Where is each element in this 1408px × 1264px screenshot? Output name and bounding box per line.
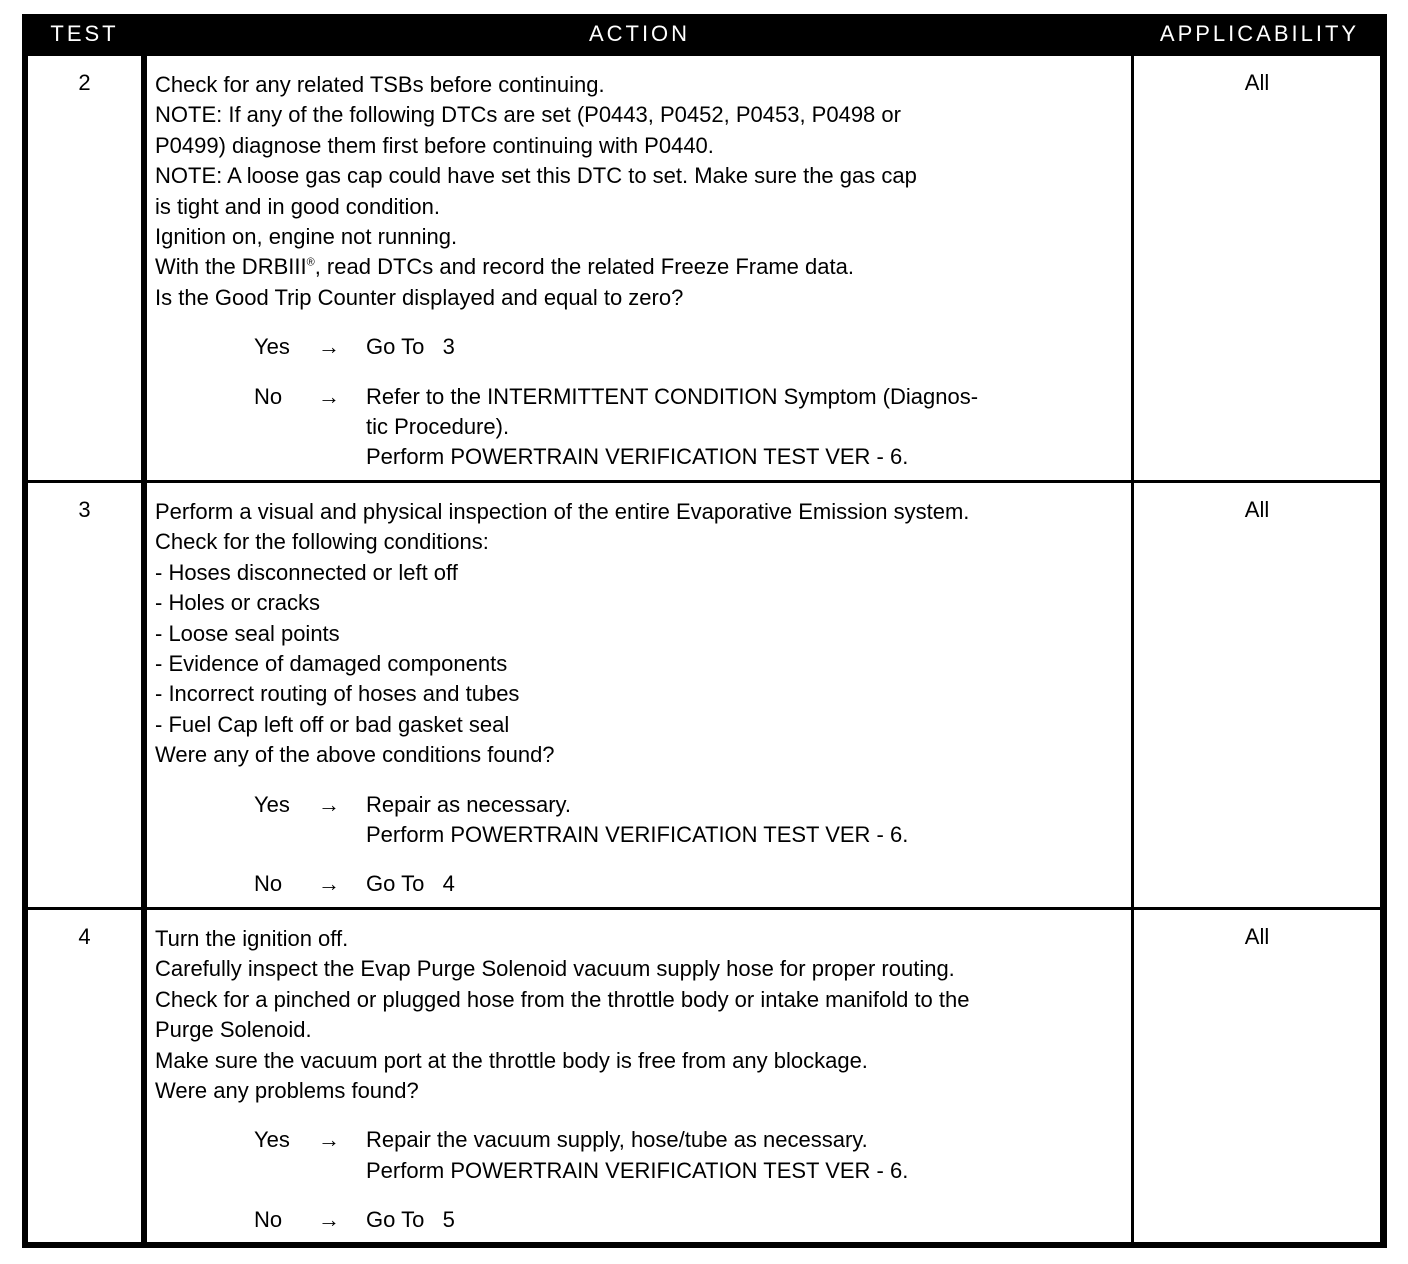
choice-label: Yes (254, 1127, 290, 1153)
choice-result: Go To 5 (366, 1207, 455, 1233)
action-cell (147, 910, 1131, 1242)
action-line: Make sure the vacuum port at the throttle body is free from any blockage. (155, 1047, 868, 1073)
choice-yes (155, 1125, 1123, 1186)
arrow-icon: → (318, 1207, 340, 1233)
diagnostic-table (22, 14, 1387, 1248)
applicability-value: All (1244, 497, 1270, 522)
choice-result: Repair as necessary. (366, 791, 572, 817)
header-applicability: APPLICABILITY (1159, 21, 1360, 46)
action-cell (147, 483, 1131, 907)
action-question: Is the Good Trip Counter displayed and equal to zero? (155, 284, 684, 310)
choice-result: Repair the vacuum supply, hose/tube as necessary. (366, 1127, 868, 1153)
action-question: Were any problems found? (155, 1078, 419, 1104)
choice-yes (155, 332, 1123, 362)
test-number: 4 (78, 924, 91, 949)
choice-result: tic Procedure). (366, 414, 510, 440)
action-line: Carefully inspect the Evap Purge Solenoid vacuum supply hose for proper routing. (155, 956, 955, 982)
action-line: - Hoses disconnected or left off (155, 559, 458, 585)
test-number-cell (28, 483, 141, 907)
header-test: TEST (50, 21, 119, 46)
applicability-cell (1134, 483, 1380, 907)
registered-mark: ® (306, 257, 315, 270)
choice-no (155, 382, 1123, 473)
choice-result: Perform POWERTRAIN VERIFICATION TEST VER - 6. (366, 444, 909, 470)
choice-no (155, 869, 1123, 899)
action-line: P0499) diagnose them first before continuing with P0440. (155, 132, 714, 158)
choice-label: Yes (254, 791, 290, 817)
action-line: NOTE: If any of the following DTCs are set (P0443, P0452, P0453, P0498 or (155, 102, 901, 128)
action-line: Check for a pinched or plugged hose from the throttle body or intake manifold to the (155, 986, 970, 1012)
applicability-cell (1134, 56, 1380, 480)
action-cell (147, 56, 1131, 480)
header-action: ACTION (588, 21, 691, 46)
action-line: - Incorrect routing of hoses and tubes (155, 681, 520, 707)
action-question: Were any of the above conditions found? (155, 742, 555, 768)
test-number-cell (28, 56, 141, 480)
action-line: is tight and in good condition. (155, 193, 440, 219)
action-line: Purge Solenoid. (155, 1017, 312, 1043)
arrow-icon: → (318, 871, 340, 897)
arrow-icon: → (318, 791, 340, 817)
action-line: Check for the following conditions: (155, 529, 489, 555)
drb-after: , read DTCs and record the related Freeze Frame data. (314, 254, 854, 280)
action-line: Ignition on, engine not running. (155, 224, 458, 250)
applicability-value: All (1244, 70, 1270, 95)
choice-no (155, 1205, 1123, 1235)
action-line: - Fuel Cap left off or bad gasket seal (155, 711, 510, 737)
applicability-value: All (1244, 924, 1270, 949)
action-line: - Loose seal points (155, 620, 340, 646)
choice-result: Go To 3 (366, 334, 455, 360)
arrow-icon: → (318, 334, 340, 360)
applicability-cell (1134, 910, 1380, 1242)
test-number-cell (28, 910, 141, 1242)
choice-result: Perform POWERTRAIN VERIFICATION TEST VER - 6. (366, 822, 909, 848)
choice-result: Perform POWERTRAIN VERIFICATION TEST VER - 6. (366, 1157, 909, 1183)
test-number: 3 (78, 497, 91, 522)
arrow-icon: → (318, 383, 340, 409)
action-line: - Evidence of damaged components (155, 651, 508, 677)
choice-label: No (254, 1207, 283, 1233)
action-line: - Holes or cracks (155, 590, 321, 616)
drb-before: With the DRBIII (155, 254, 307, 280)
action-line: NOTE: A loose gas cap could have set this DTC to set. Make sure the gas cap (155, 163, 917, 189)
choice-label: Yes (254, 334, 290, 360)
choice-label: No (254, 871, 283, 897)
action-line: Turn the ignition off. (155, 926, 349, 951)
choice-yes (155, 790, 1123, 851)
action-line: Perform a visual and physical inspection of the entire Evaporative Emission system. (155, 499, 970, 524)
action-line: Check for any related TSBs before continuing. (155, 72, 605, 97)
action-line-drbiii (155, 252, 1123, 282)
arrow-icon: → (318, 1127, 340, 1153)
test-number: 2 (78, 70, 91, 95)
choice-result: Go To 4 (366, 871, 455, 897)
choice-label: No (254, 383, 283, 409)
choice-result: Refer to the INTERMITTENT CONDITION Symptom (Diagnos- (366, 383, 979, 409)
